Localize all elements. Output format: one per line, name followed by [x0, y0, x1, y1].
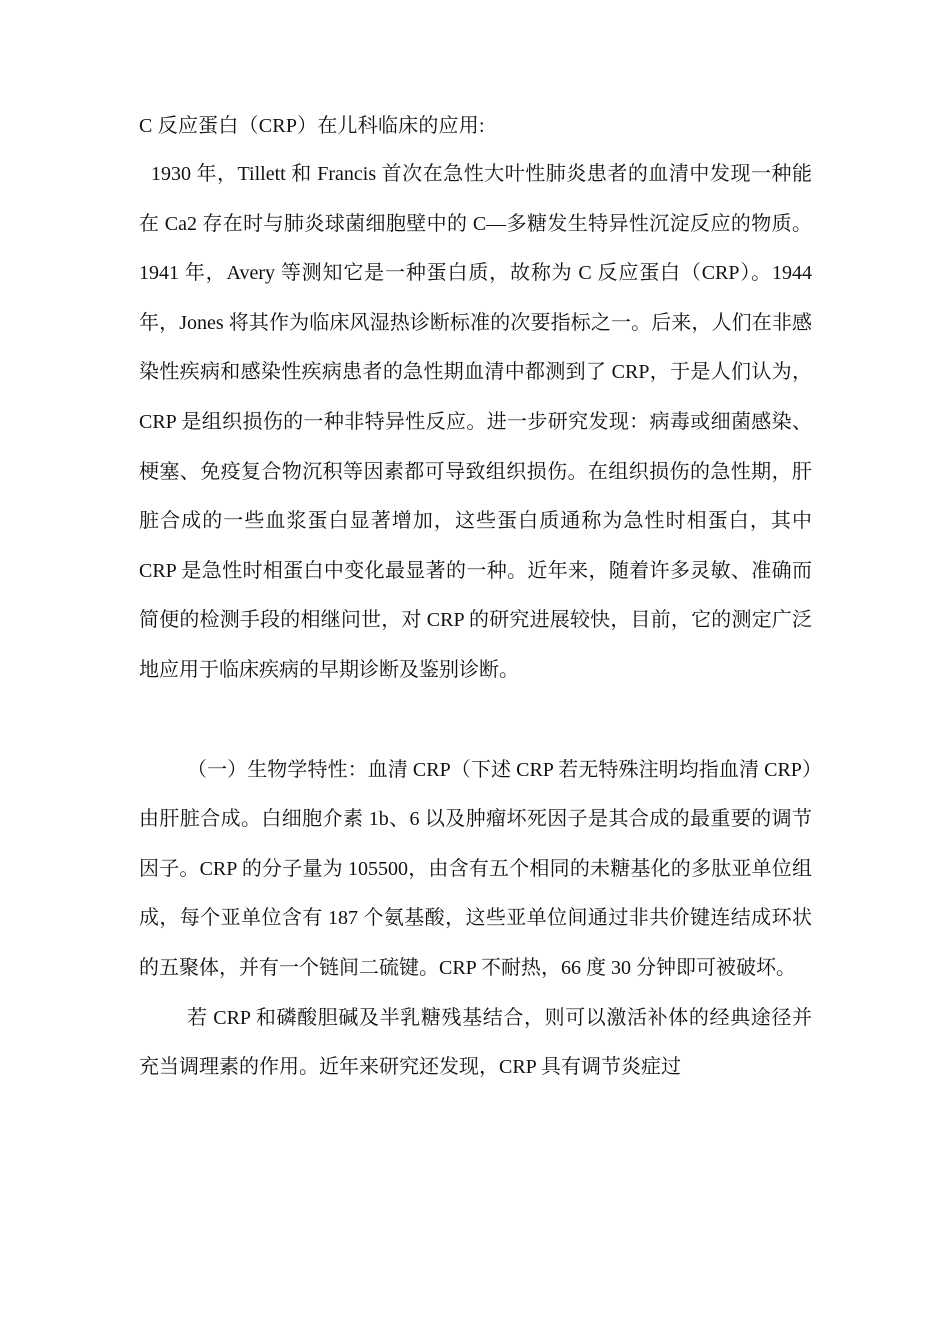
paragraph-spacer [139, 696, 812, 746]
paragraph-biological-properties: （一）生物学特性：血清 CRP（下述 CRP 若无特殊注明均指血清 CRP）由肝脏合成。白细胞介素 1b、6 以及肿瘤坏死因子是其合成的最重要的调节因子。CRP 的分子量为 105500，由含有五个相同的未糖基化的多肽亚单位组成，每个亚单位含有 187 个氨基酸，这些亚单位间通过非共价键连结成环状的五聚体，并有一个链间二硫键。CRP 不耐热，66 度 30 分钟即可被破坏。 [139, 758, 812, 979]
document-title: C 反应蛋白（CRP）在儿科临床的应用: [139, 115, 485, 137]
paragraph-complement-activation: 若 CRP 和磷酸胆碱及半乳糖残基结合，则可以激活补体的经典途径并充当调理素的作用。近年来研究还发现，CRP 具有调节炎症过 [139, 1006, 812, 1079]
paragraph-history: 1930 年，Tillett 和 Francis 首次在急性大叶性肺炎患者的血清中发现一种能在 Ca2 存在时与肺炎球菌细胞壁中的 C—多糖发生特异性沉淀反应的物质。1941 年，Avery 等测知它是一种蛋白质，故称为 C 反应蛋白（CRP）。1944 年，Jones 将其作为临床风湿热诊断标准的次要指标之一。后来，人们在非感染性疾病和感染性疾病患者的急性期血清中都测到了 CRP，于是人们认为，CRP 是组织损伤的一种非特异性反应。进一步研究发现：病毒或细菌感染、梗塞、免疫复合物沉积等因素都可导致组织损伤。在组织损伤的急性期，肝脏合成的一些血浆蛋白显著增加，这些蛋白质通称为急性时相蛋白，其中 CRP 是急性时相蛋白中变化最显著的一种。近年来，随着许多灵敏、准确而简便的检测手段的相继问世，对 CRP 的研究进展较快，目前，它的测定广泛地应用于临床疾病的早期诊断及鉴别诊断。 [139, 163, 812, 681]
document-page [139, 106, 812, 1093]
